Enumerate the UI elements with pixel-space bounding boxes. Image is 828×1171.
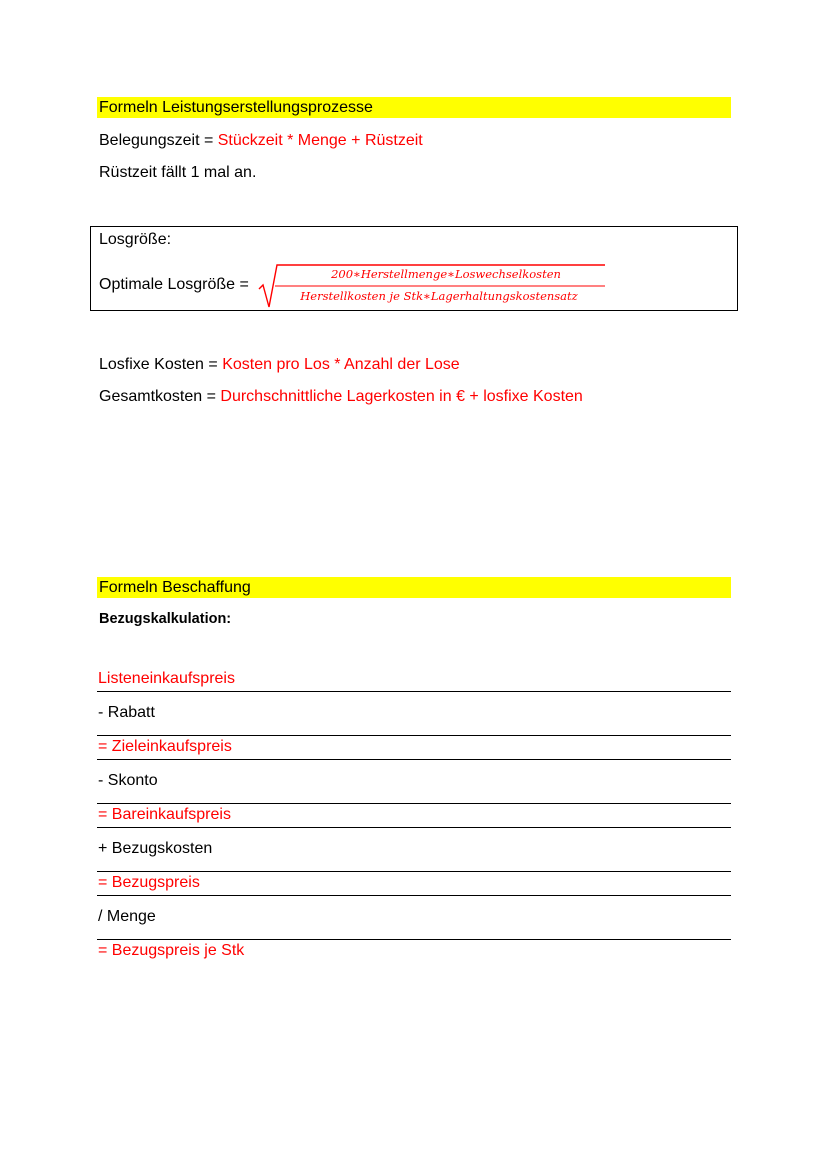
fraction-denominator: Herstellkosten je Stk∗Lagerhaltungskostensatz: [300, 289, 578, 303]
belegungszeit-line: [99, 131, 423, 151]
losfixe-kosten-label: Losfixe Kosten =: [99, 356, 223, 373]
section-heading-leistungserstellung: Formeln Leistungserstellungsprozesse: [97, 97, 731, 118]
calc-row: = Bareinkaufspreis: [98, 806, 231, 823]
row-divider: [97, 871, 731, 872]
row-divider: [97, 827, 731, 828]
calc-row: / Menge: [98, 908, 156, 925]
bezugskalkulation-heading: Bezugskalkulation:: [99, 611, 232, 627]
row-divider: [97, 735, 731, 736]
losgroesse-title: Losgröße:: [99, 231, 172, 248]
calc-row: - Skonto: [98, 772, 158, 789]
row-divider: [97, 803, 731, 804]
section-heading-beschaffung: Formeln Beschaffung: [97, 577, 731, 598]
calc-row: - Rabatt: [98, 704, 155, 721]
calc-row: + Bezugskosten: [98, 840, 213, 857]
losgroesse-box: [90, 226, 738, 311]
losfixe-kosten-line: [99, 355, 460, 375]
calc-row: = Bezugspreis je Stk: [98, 942, 245, 959]
calc-row: = Zieleinkaufspreis: [98, 738, 232, 755]
gesamtkosten-formula: Durchschnittliche Lagerkosten in € + losfixe Kosten: [220, 388, 583, 405]
optimale-losgroesse-label: Optimale Losgröße =: [99, 276, 249, 293]
belegungszeit-label: Belegungszeit =: [99, 132, 218, 149]
row-divider: [97, 759, 731, 760]
row-divider: [97, 939, 731, 940]
row-divider: [97, 895, 731, 896]
losfixe-kosten-formula: Kosten pro Los * Anzahl der Lose: [222, 356, 460, 373]
gesamtkosten-label: Gesamtkosten =: [99, 388, 221, 405]
fraction-numerator: 200∗Herstellmenge∗Loswechselkosten: [331, 267, 561, 281]
calc-row: = Bezugspreis: [98, 874, 200, 891]
ruestzeit-note: Rüstzeit fällt 1 mal an.: [99, 164, 257, 181]
calc-row: Listeneinkaufspreis: [98, 670, 235, 687]
row-divider: [97, 691, 731, 692]
belegungszeit-formula: Stückzeit * Menge + Rüstzeit: [217, 132, 423, 149]
gesamtkosten-line: [99, 387, 583, 407]
